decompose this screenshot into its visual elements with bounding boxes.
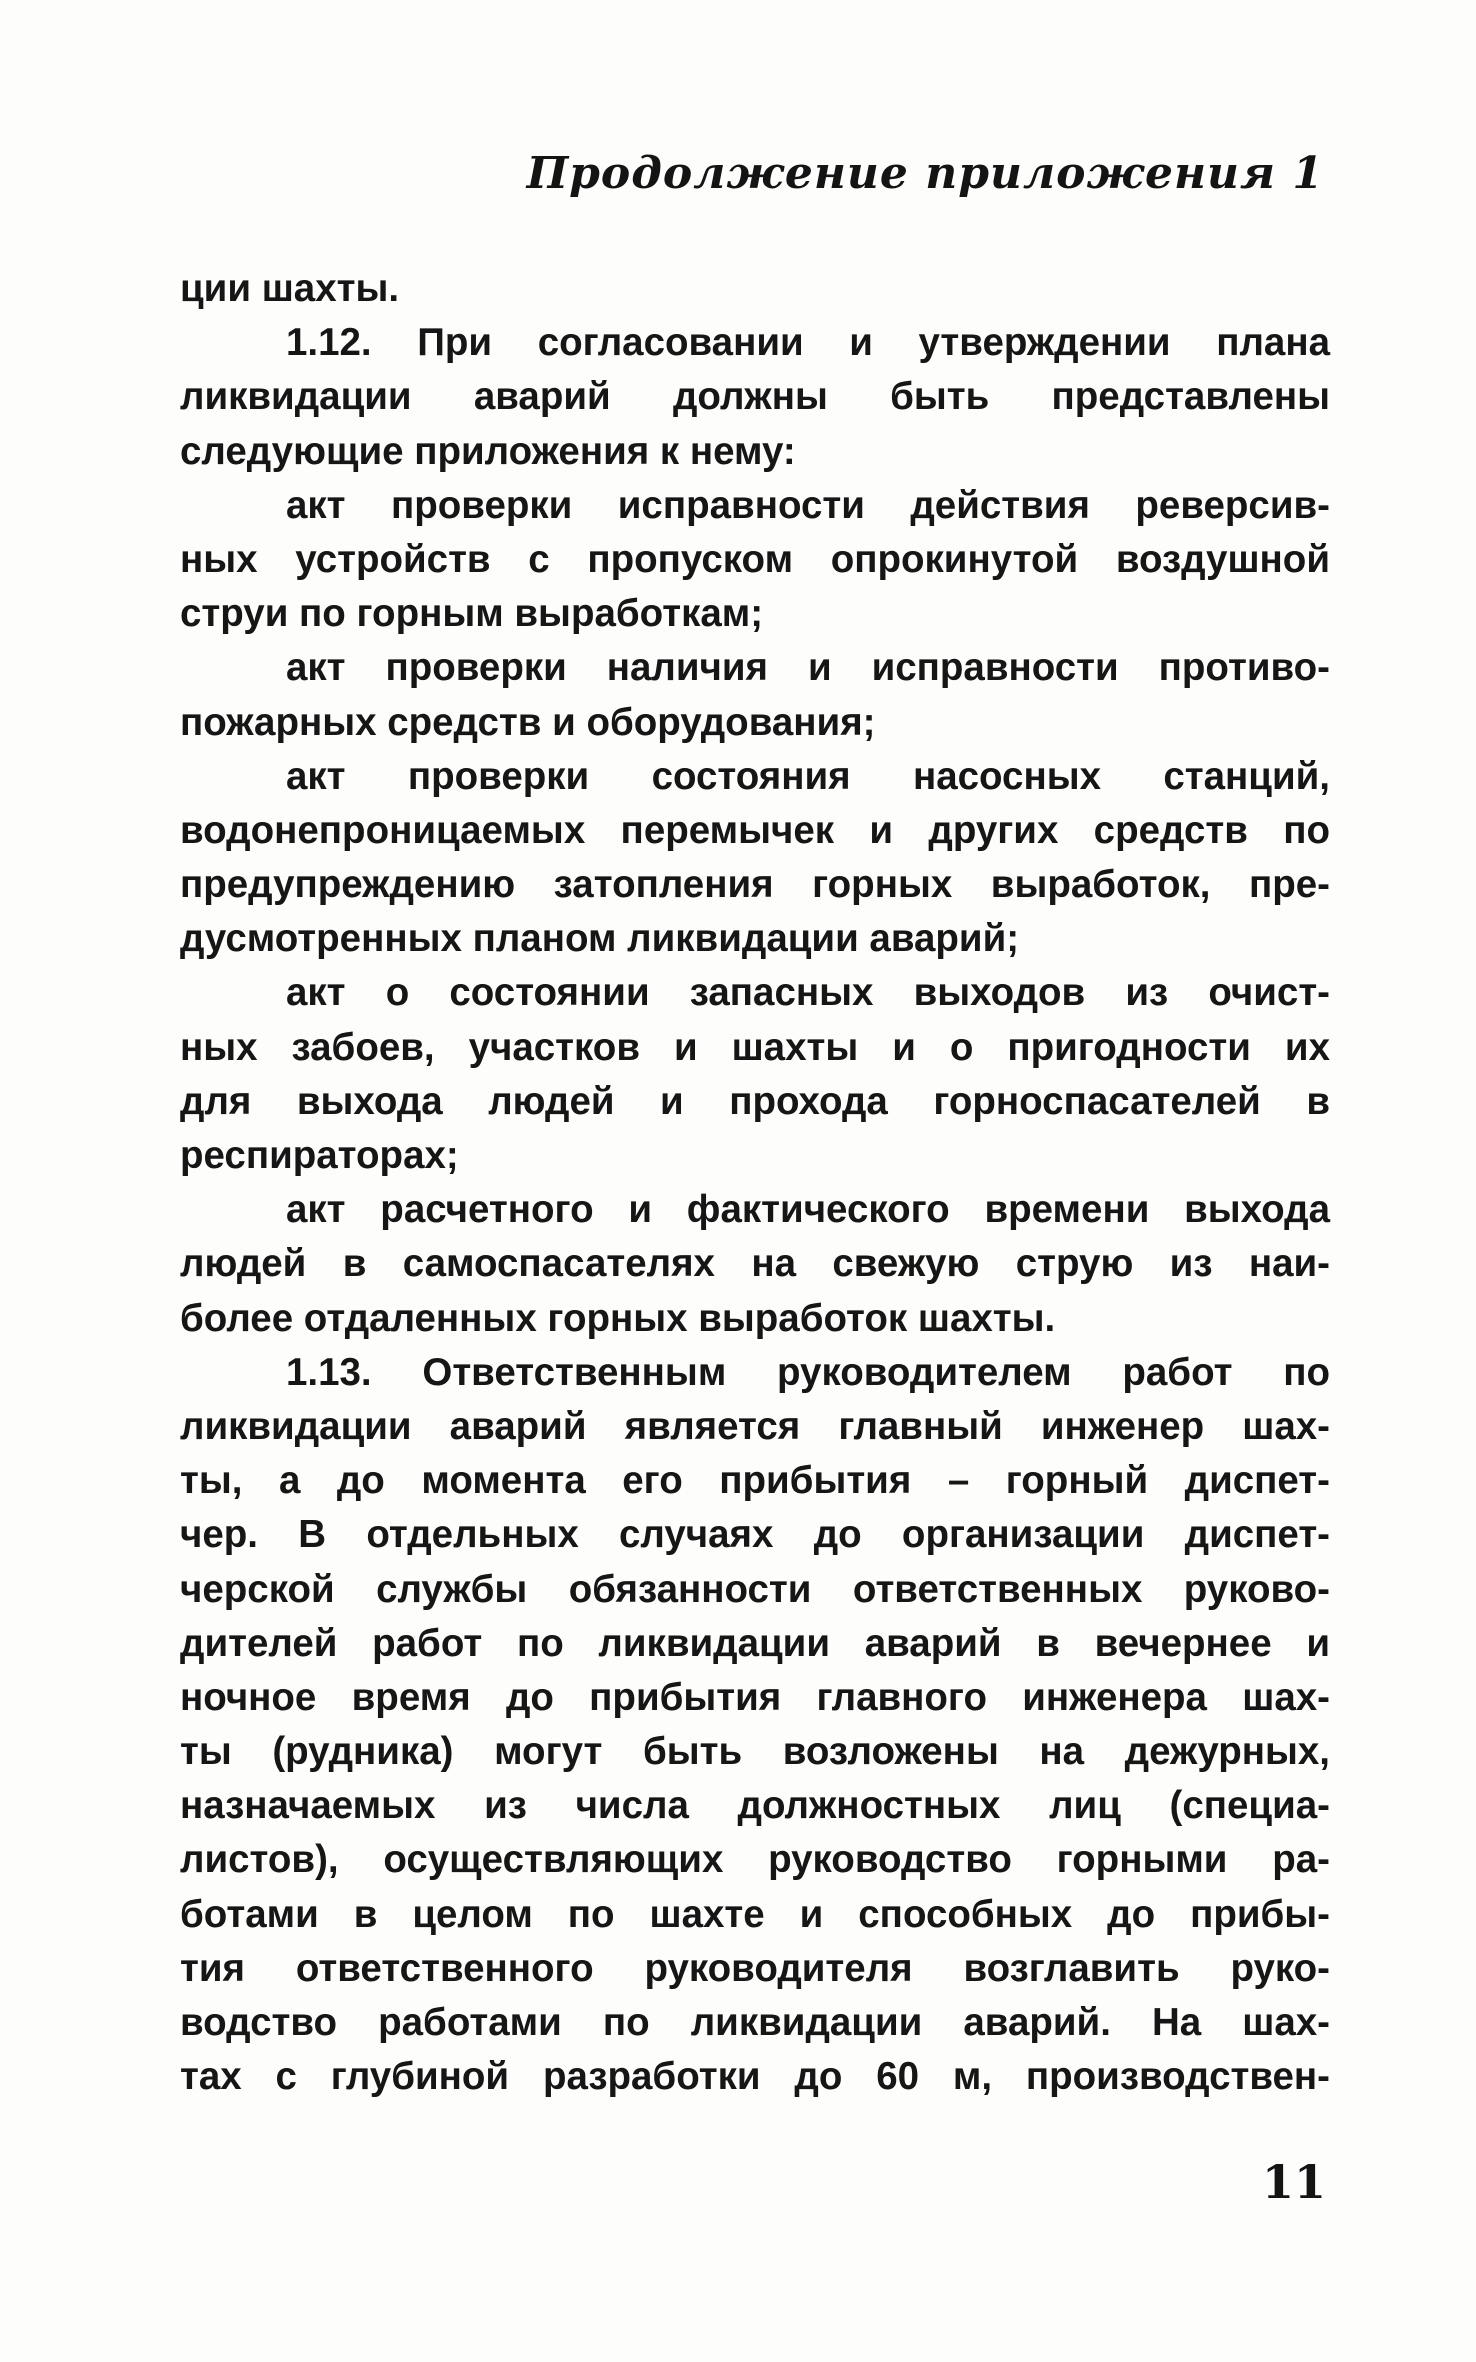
text-line: респираторах; — [180, 1134, 459, 1177]
text-line: 1.13. Ответственным руководителем работ по — [286, 1350, 1330, 1394]
text-line: следующие приложения к нему: — [180, 429, 796, 473]
text-line: ликвидации аварий является главный инженер шах- — [180, 1404, 1330, 1448]
text-line: струи по горным выработкам; — [180, 592, 764, 636]
text-line: назначаемых из числа должностных лиц (специа- — [180, 1784, 1330, 1828]
text-line: ликвидации аварий должны быть представлены — [180, 375, 1330, 419]
running-header: Продолжение приложения 1 — [526, 148, 1324, 199]
text-line: пожарных средств и оборудования; — [180, 700, 876, 744]
body-text — [180, 262, 1330, 2104]
text-line: акт проверки наличия и исправности противо- — [286, 646, 1330, 690]
text-line: людей в самоспасателях на свежую струю из наи- — [180, 1242, 1330, 1286]
text-line: ты, а до момента его прибытия – горный диспет- — [180, 1459, 1330, 1503]
text-line: ных забоев, участков и шахты и о пригодности их — [180, 1025, 1330, 1069]
text-line: акт расчетного и фактического времени выхода — [286, 1188, 1330, 1232]
text-line: 1.12. При согласовании и утверждении плана — [286, 321, 1330, 365]
text-line: ботами в целом по шахте и способных до прибы- — [180, 1892, 1330, 1936]
page-number: 11 — [1262, 2155, 1327, 2209]
text-line: более отдаленных горных выработок шахты. — [180, 1296, 1056, 1340]
text-line: дителей работ по ликвидации аварий в вечернее и — [180, 1621, 1330, 1665]
text-line: акт проверки исправности действия реверсив- — [286, 483, 1330, 527]
text-line: акт о состоянии запасных выходов из очист- — [286, 971, 1330, 1015]
text-line: для выхода людей и прохода горноспасателей в — [180, 1079, 1330, 1123]
text-line: ных устройств с пропуском опрокинутой воздушной — [180, 537, 1330, 581]
text-line: ции шахты. — [180, 267, 400, 310]
text-line: тах с глубиной разработки до 60 м, производствен- — [180, 2055, 1330, 2099]
text-line: предупреждению затопления горных выработок, пре- — [180, 863, 1330, 907]
text-line: водонепроницаемых перемычек и других средств по — [180, 808, 1330, 852]
text-line: чер. В отдельных случаях до организации диспет- — [180, 1513, 1330, 1557]
text-line: черской службы обязанности ответственных руково- — [180, 1567, 1330, 1611]
text-line: тия ответственного руководителя возглавить руко- — [180, 1946, 1330, 1990]
text-line: водство работами по ликвидации аварий. На шах- — [180, 2001, 1330, 2044]
text-line: дусмотренных планом ликвидации аварий; — [180, 917, 1020, 961]
text-line: ты (рудника) могут быть возложены на дежурных, — [180, 1730, 1330, 1774]
text-line: ночное время до прибытия главного инженера шах- — [180, 1675, 1330, 1719]
text-line: листов), осуществляющих руководство горными ра- — [180, 1838, 1330, 1882]
text-line: акт проверки состояния насосных станций, — [286, 754, 1330, 798]
